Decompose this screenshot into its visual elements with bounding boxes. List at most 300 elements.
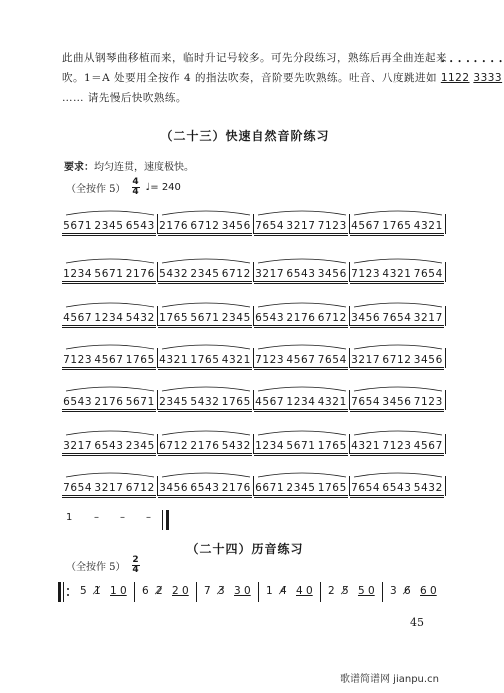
measure — [350, 392, 444, 408]
note-group — [413, 354, 444, 366]
note-group — [317, 440, 348, 452]
grace-note: 3̸ — [218, 585, 225, 597]
note: 6 — [142, 585, 149, 597]
final-dash: – — [146, 512, 151, 523]
note-digits: 3217 — [286, 220, 316, 232]
slur — [162, 259, 250, 263]
octave-dots: • • • • — [440, 58, 472, 66]
note-group — [413, 312, 444, 324]
note-group — [381, 354, 412, 366]
note-group — [125, 482, 156, 494]
slur — [354, 473, 442, 477]
note-digits: 6543 — [190, 482, 220, 494]
note-digits: 6543 — [125, 220, 155, 232]
barline — [445, 214, 446, 234]
slur — [354, 211, 442, 215]
note-group — [413, 268, 444, 280]
note-digits: 3456 — [317, 268, 347, 280]
note-group — [93, 312, 124, 324]
notation-3333: 3333 — [473, 72, 503, 84]
intro-line-2-text: 吹。1＝A 处要用全按作 4 的指法吹奏，音阶要先吹熟练。吐音、八度跳进如 — [62, 72, 437, 84]
note-digits: 5671 — [94, 268, 124, 280]
note-group — [350, 440, 381, 452]
staff-row — [62, 206, 446, 232]
note-group — [158, 312, 189, 324]
note-group — [317, 396, 348, 408]
slur — [66, 345, 154, 349]
measure — [350, 436, 444, 452]
note-group — [189, 396, 220, 408]
note-group — [158, 220, 189, 232]
note-group — [381, 220, 412, 232]
slur-row — [62, 468, 446, 478]
measure — [350, 216, 444, 232]
note-digits: 2176 — [125, 268, 155, 280]
note-digits: 6712 — [382, 354, 412, 366]
slur — [162, 211, 250, 215]
note-digits: 6712 — [317, 312, 347, 324]
time-signature — [132, 178, 140, 197]
section-23-header — [66, 178, 181, 197]
note-group — [125, 440, 156, 452]
barline — [445, 390, 446, 410]
note-group — [125, 354, 156, 366]
note-pair: 5 0 — [358, 585, 375, 597]
measure — [254, 350, 348, 366]
slur — [66, 387, 154, 391]
notation-example-2 — [473, 58, 504, 88]
slur-row — [62, 298, 446, 308]
note-digits: 3217 — [413, 312, 443, 324]
note-digits: 1765 — [317, 440, 347, 452]
note-group — [285, 396, 316, 408]
note-group — [93, 396, 124, 408]
slur — [66, 431, 154, 435]
note-digits: 6712 — [159, 440, 189, 452]
note-digits: 5671 — [125, 396, 155, 408]
note-pair: 4 0 — [296, 585, 313, 597]
note-group — [285, 440, 316, 452]
note-group — [221, 482, 252, 494]
requirement-text: 均匀连贯，速度极快。 — [94, 162, 194, 173]
requirement — [64, 158, 194, 173]
note-digits: 1234 — [63, 268, 93, 280]
note-group — [221, 312, 252, 324]
note-group — [125, 268, 156, 280]
grace-note: 5̸ — [342, 585, 349, 597]
fingering-label: （全按作 5） — [66, 184, 126, 195]
measure — [254, 308, 348, 324]
note-group — [158, 396, 189, 408]
final-dash: – — [94, 512, 99, 523]
octave-dots: • • • • — [473, 58, 504, 66]
note-digits: 2345 — [125, 440, 155, 452]
note-digits: 7654 — [413, 268, 443, 280]
final-barline-thin — [162, 510, 163, 530]
note-digits: 1234 — [286, 396, 316, 408]
note-digits: 6543 — [286, 268, 316, 280]
slur — [258, 211, 346, 215]
note-group — [413, 396, 444, 408]
note-group — [62, 268, 93, 280]
notation-1122: 1122 — [440, 72, 470, 84]
note-group — [62, 354, 93, 366]
note: 1 — [266, 585, 273, 597]
note-group — [125, 312, 156, 324]
time-signature-top: 4 — [132, 177, 139, 187]
note-digits: 1765 — [317, 482, 347, 494]
note-pair: 6 0 — [420, 585, 437, 597]
note-digits: 5432 — [159, 268, 189, 280]
section-24-title: （二十四）历音练习 — [186, 542, 304, 556]
intro-paragraph — [62, 48, 504, 108]
staff-row — [62, 426, 446, 452]
note-digits: 2176 — [190, 440, 220, 452]
measure — [62, 264, 156, 280]
note-digits: 2345 — [190, 268, 220, 280]
slur — [162, 303, 250, 307]
note-digits: 5432 — [190, 396, 220, 408]
note-pair: 3 0 — [234, 585, 251, 597]
note-group — [285, 354, 316, 366]
note-group — [189, 482, 220, 494]
time-signature-top: 2 — [132, 555, 139, 565]
note-group — [93, 354, 124, 366]
note-group — [254, 354, 285, 366]
slur-row — [62, 382, 446, 392]
measure — [158, 392, 252, 408]
measure — [62, 308, 156, 324]
note-digits: 1234 — [94, 312, 124, 324]
note-group — [93, 220, 124, 232]
note-digits: 5671 — [63, 220, 93, 232]
note-digits: 7123 — [351, 268, 381, 280]
note-group — [285, 482, 316, 494]
note-group — [93, 482, 124, 494]
page-number: 45 — [410, 616, 424, 629]
note-group — [254, 268, 285, 280]
barline — [445, 434, 446, 454]
slur — [354, 387, 442, 391]
final-note: 1 — [66, 512, 73, 523]
section-24-header — [66, 556, 140, 575]
note-digits: 4321 — [221, 354, 251, 366]
requirement-label: 要求： — [64, 162, 94, 173]
note-group — [221, 268, 252, 280]
note-digits: 3217 — [351, 354, 381, 366]
note-group — [254, 440, 285, 452]
slur — [354, 259, 442, 263]
slur — [66, 259, 154, 263]
final-measure — [60, 508, 180, 532]
note-digits: 4321 — [159, 354, 189, 366]
note-group — [413, 220, 444, 232]
measure — [158, 350, 252, 366]
note-digits: 4567 — [413, 440, 443, 452]
staff-row — [62, 340, 446, 366]
note-digits: 3456 — [382, 396, 412, 408]
watermark: 歌谱简谱网 jianpu.cn — [340, 674, 439, 685]
time-signature — [132, 556, 140, 575]
notation-example-1 — [440, 58, 472, 88]
note-group — [285, 268, 316, 280]
note-group — [189, 268, 220, 280]
measure — [254, 264, 348, 280]
slur-row — [62, 340, 446, 350]
note-group — [93, 268, 124, 280]
slur-row — [62, 426, 446, 436]
note-digits: 5671 — [190, 312, 220, 324]
grace-note: 6̸ — [404, 585, 411, 597]
note-group — [221, 354, 252, 366]
note-group — [62, 440, 93, 452]
section-24-score — [58, 582, 458, 604]
staff-row — [62, 298, 446, 324]
note-digits: 1765 — [190, 354, 220, 366]
note-group — [317, 312, 348, 324]
note-digits: 7123 — [63, 354, 93, 366]
note-group — [381, 268, 412, 280]
note-digits: 6712 — [190, 220, 220, 232]
slur — [354, 303, 442, 307]
slur — [66, 303, 154, 307]
note-group — [62, 396, 93, 408]
note-digits: 7654 — [382, 312, 412, 324]
note-group — [413, 482, 444, 494]
note-group — [254, 312, 285, 324]
slur — [354, 431, 442, 435]
final-barline-thick — [166, 510, 169, 530]
note-digits: 7123 — [317, 220, 347, 232]
measure — [62, 350, 156, 366]
measure — [350, 350, 444, 366]
note-group — [93, 440, 124, 452]
note-digits: 7123 — [255, 354, 285, 366]
note-group — [158, 440, 189, 452]
note: 3 — [390, 585, 397, 597]
note-group — [158, 482, 189, 494]
note-digits: 3217 — [255, 268, 285, 280]
slur — [258, 345, 346, 349]
measure — [350, 308, 444, 324]
note-group — [62, 482, 93, 494]
barline — [445, 306, 446, 326]
barline — [445, 348, 446, 368]
note-digits: 3217 — [63, 440, 93, 452]
note-digits: 6543 — [94, 440, 124, 452]
note-group — [381, 312, 412, 324]
measure — [350, 478, 444, 494]
slur-row — [62, 206, 446, 216]
note-group — [350, 312, 381, 324]
note-pair: 2 0 — [172, 585, 189, 597]
measure — [158, 216, 252, 232]
note-digits: 4321 — [351, 440, 381, 452]
note-group — [189, 220, 220, 232]
note: 2 — [328, 585, 335, 597]
tempo-marking: ♩= 240 — [145, 182, 181, 193]
note-digits: 6671 — [255, 482, 285, 494]
measure — [254, 478, 348, 494]
note-digits: 6543 — [382, 482, 412, 494]
intro-line-3: …… 请先慢后快吹熟练。 — [62, 92, 187, 104]
note-group — [317, 268, 348, 280]
note-group — [381, 396, 412, 408]
time-signature-bottom: 4 — [132, 565, 139, 575]
staff-row — [62, 254, 446, 280]
staff-row — [62, 468, 446, 494]
note-digits: 7654 — [317, 354, 347, 366]
note-group — [189, 354, 220, 366]
measure — [158, 264, 252, 280]
note-group — [221, 440, 252, 452]
note-group — [125, 220, 156, 232]
note-digits: 2345 — [159, 396, 189, 408]
measure — [254, 216, 348, 232]
note-digits: 2176 — [221, 482, 251, 494]
note-group — [350, 396, 381, 408]
note-digits: 4321 — [382, 268, 412, 280]
note-group — [350, 268, 381, 280]
note-group — [381, 482, 412, 494]
note-group — [413, 440, 444, 452]
note: 5 — [80, 585, 87, 597]
note-digits: 7123 — [413, 396, 443, 408]
note-digits: 7654 — [63, 482, 93, 494]
slur — [66, 211, 154, 215]
grace-note: 1̸ — [94, 585, 101, 597]
measure — [62, 392, 156, 408]
note-digits: 2176 — [286, 312, 316, 324]
measure — [254, 436, 348, 452]
note-digits: 1765 — [221, 396, 251, 408]
measure — [158, 436, 252, 452]
barline — [445, 262, 446, 282]
note-digits: 3217 — [94, 482, 124, 494]
intro-line-1: 此曲从钢琴曲移植而来，临时升记号较多。可先分段练习，熟练后再全曲连起来 — [62, 52, 447, 64]
note-digits: 7654 — [255, 220, 285, 232]
measure — [62, 216, 156, 232]
staff-row — [62, 382, 446, 408]
note-digits: 1765 — [125, 354, 155, 366]
slur — [66, 473, 154, 477]
note-digits: 1765 — [382, 220, 412, 232]
note-digits: 5671 — [286, 440, 316, 452]
note-digits: 6712 — [125, 482, 155, 494]
note-digits: 3456 — [351, 312, 381, 324]
note-digits: 2345 — [94, 220, 124, 232]
measure — [158, 308, 252, 324]
note-group — [381, 440, 412, 452]
note-group — [350, 482, 381, 494]
note-digits: 2176 — [94, 396, 124, 408]
note-group — [254, 482, 285, 494]
grace-note: 2̸ — [156, 585, 163, 597]
note-digits: 7123 — [382, 440, 412, 452]
repeat-start-barline — [58, 582, 74, 604]
note-group — [317, 354, 348, 366]
slur-row — [62, 254, 446, 264]
slur — [162, 345, 250, 349]
note-group — [221, 220, 252, 232]
note-digits: 4567 — [63, 312, 93, 324]
note-group — [158, 268, 189, 280]
note-group — [317, 220, 348, 232]
grace-note: 4̸ — [280, 585, 287, 597]
note-digits: 3456 — [413, 354, 443, 366]
note-group — [350, 354, 381, 366]
note-digits: 6543 — [63, 396, 93, 408]
note-digits: 4567 — [286, 354, 316, 366]
note-group — [254, 220, 285, 232]
note-digits: 5432 — [125, 312, 155, 324]
note-group — [125, 396, 156, 408]
note-digits: 3456 — [221, 220, 251, 232]
note-group — [158, 354, 189, 366]
slur — [258, 431, 346, 435]
note-group — [285, 220, 316, 232]
slur — [162, 473, 250, 477]
note-digits: 5432 — [413, 482, 443, 494]
fingering-label: （全按作 5） — [66, 562, 126, 573]
note-digits: 4567 — [255, 396, 285, 408]
note-digits: 2176 — [159, 220, 189, 232]
note-group — [254, 396, 285, 408]
slur — [258, 387, 346, 391]
note-digits: 2345 — [221, 312, 251, 324]
note-digits: 4321 — [413, 220, 443, 232]
note: 7 — [204, 585, 211, 597]
slur — [162, 431, 250, 435]
note-group — [62, 312, 93, 324]
slur — [162, 387, 250, 391]
slur — [354, 345, 442, 349]
barline — [445, 476, 446, 496]
note-digits: 6712 — [221, 268, 251, 280]
note-group — [350, 220, 381, 232]
note-digits: 6543 — [255, 312, 285, 324]
note-group — [189, 440, 220, 452]
note-digits: 5432 — [221, 440, 251, 452]
note-digits: 4567 — [94, 354, 124, 366]
note-group — [317, 482, 348, 494]
slur — [258, 259, 346, 263]
note-digits: 4567 — [351, 220, 381, 232]
note-digits: 7654 — [351, 482, 381, 494]
note-group — [221, 396, 252, 408]
measure — [350, 264, 444, 280]
note-digits: 1234 — [255, 440, 285, 452]
note-digits: 4321 — [317, 396, 347, 408]
note-pair: 1 0 — [110, 585, 127, 597]
note-digits: 2345 — [286, 482, 316, 494]
note-group — [62, 220, 93, 232]
note-digits: 3456 — [159, 482, 189, 494]
measure — [254, 392, 348, 408]
note-group — [285, 312, 316, 324]
note-group — [189, 312, 220, 324]
measure — [62, 436, 156, 452]
time-signature-bottom: 4 — [132, 187, 139, 197]
section-23-title: （二十三）快速自然音阶练习 — [160, 129, 330, 143]
slur — [258, 303, 346, 307]
final-dash: – — [120, 512, 125, 523]
measure — [158, 478, 252, 494]
note-digits: 1765 — [159, 312, 189, 324]
slur — [258, 473, 346, 477]
measure — [62, 478, 156, 494]
note-digits: 7654 — [351, 396, 381, 408]
